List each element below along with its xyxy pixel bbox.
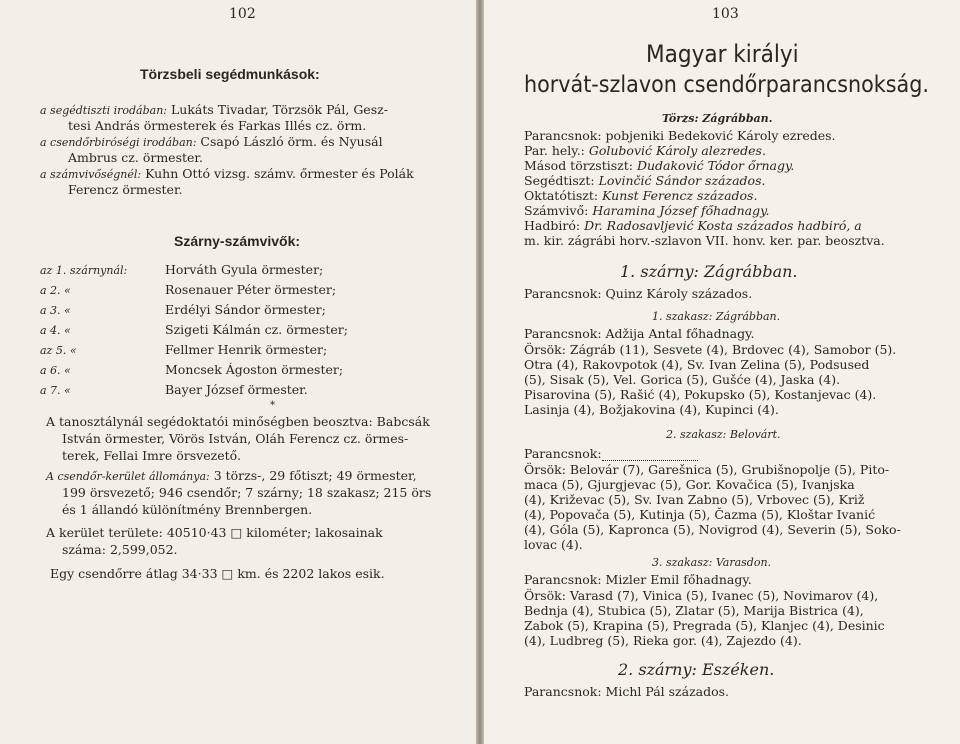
szarny-heading: 2. szárny: Eszéken. [618,660,775,679]
text-line: Parancsnok: [524,446,698,461]
staff-line: Segédtiszt: Lovinčić Sándor százados. [524,173,766,188]
list-item: a 6. « Moncsek Ágoston örmester; [40,362,344,377]
text-line: (4), Ludbreg (5), Rieka gor. (4), Zajezdo (4). [524,633,802,648]
text-line: Lasinja (4), Božjakovina (4), Kupinci (4). [524,402,779,417]
section-heading: Törzsbeli segédmunkások: [140,66,320,82]
text-line: Ambrus cz. örmester. [68,150,203,165]
blank-fill [602,447,698,461]
staff-line: Számvivő: Haramina József főhadnagy. [524,203,770,218]
text-line: tesi András örmesterek és Farkas Illés cz. örm. [68,118,367,133]
text-line: A csendőr-kerület állománya: 3 törzs-, 29 főtiszt; 49 örmester, [46,468,417,483]
text-line: Parancsnok: Quinz Károly százados. [524,286,753,301]
staff-line: Hadbiró: Dr. Radosavljević Kosta százados hadbiró, a [524,218,862,233]
page-title: Magyar királyi [646,40,799,68]
text-line: (4), Popovača (5), Kutinja (5), Čazma (5), Kloštar Ivanić [524,507,876,522]
ornament: * [270,400,275,411]
page-number: 102 [229,6,256,22]
text-line: Ferencz örmester. [68,182,183,197]
text-line: Egy csendőrre átlag 34·33 □ km. és 2202 lakos esik. [50,566,385,581]
text-line: (4), Góla (5), Kapronca (5), Novigrod (4), Severin (5), Soko- [524,522,901,537]
text-line: Otra (4), Rakovpotok (4), Sv. Ivan Zelina (5), Podsused [524,357,870,372]
list-item: az 5. « Fellmer Henrik örmester; [40,342,328,357]
text-line: terek, Fellai Imre örsvezető. [62,448,242,463]
text-line: a számvivőségnél: Kuhn Ottó vizsg. számv. őrmester és Polák [40,166,414,181]
text-line: Örsök: Zágráb (11), Sesvete (4), Brdovec (4), Samobor (5). [524,342,897,357]
text-line: a segédtiszti irodában: Lukáts Tivadar, Törzsök Pál, Gesz- [40,102,388,117]
text-line: maca (5), Gjurgjevac (5), Gor. Kovačica (5), Ivanjska [524,477,855,492]
text-line: Parancsnok: Mizler Emil főhadnagy. [524,572,752,587]
staff-line: Par. hely.: Golubović Károly alezredes. [524,143,766,158]
szakasz-heading: 3. szakasz: Varasdon. [652,556,772,569]
torzs-label: Törzs: Zágrábban. [662,112,773,125]
left-page [0,0,476,744]
szakasz-heading: 1. szakasz: Zágrábban. [652,310,781,323]
text-line: Bednja (4), Stubica (5), Zlatar (5), Marija Bistrica (4), [524,603,864,618]
subheading: Szárny-számvivők: [174,233,301,249]
text-line: Örsök: Varasd (7), Vinica (5), Ivanec (5), Novimarov (4), [524,588,879,603]
text-line: száma: 2,599,052. [62,542,178,557]
book-gutter [476,0,484,744]
text-line: Zabok (5), Krapina (5), Pregrada (5), Klanjec (4), Desinic [524,618,885,633]
text-line: Parancsnok: Michl Pál százados. [524,684,730,699]
staff-line: Másod törzstiszt: Dudaković Tódor őrnagy. [524,158,795,173]
list-item: a 2. « Rosenauer Péter örmester; [40,282,337,297]
list-item: a 7. « Bayer József örmester. [40,382,308,397]
text-line: és 1 állandó különítmény Brennbergen. [62,502,313,517]
text-line: Parancsnok: Adžija Antal főhadnagy. [524,326,755,341]
text-line: (5), Sisak (5), Vel. Gorica (5), Gušće (4), Jaska (4). [524,372,841,387]
right-page [484,0,960,744]
staff-line: m. kir. zágrábi horv.-szlavon VII. honv. ker. par. beosztva. [524,233,885,248]
szarny-heading: 1. szárny: Zágrábban. [620,262,798,281]
list-item: a 4. « Szigeti Kálmán cz. örmester; [40,322,348,337]
list-item: az 1. szárnynál: Horváth Gyula örmester; [40,262,324,277]
text-line: Pisarovina (5), Rašić (4), Pokupsko (5), Kostanjevac (4). [524,387,877,402]
text-line: A kerület területe: 40510·43 □ kilométer; lakosainak [46,525,383,540]
text-line: Örsök: Belovár (7), Garešnica (5), Grubišnopolje (5), Pito- [524,462,890,477]
page-number: 103 [712,6,739,22]
text-line: A tanosztálynál segédoktatói minőségben beosztva: Babcsák [46,414,430,429]
list-item: a 3. « Erdélyi Sándor örmester; [40,302,326,317]
text-line: 199 örsvezető; 946 csendőr; 7 szárny; 18 szakasz; 215 örs [62,485,432,500]
text-line: a csendőrbiróségi irodában: Csapó László örm. és Nyusál [40,134,383,149]
text-line: lovac (4). [524,537,583,552]
staff-line: Oktatótiszt: Kunst Ferencz százados. [524,188,758,203]
szakasz-heading: 2. szakasz: Belovárt. [666,428,781,441]
staff-line: Parancsnok: pobjeniki Bedeković Károly ezredes. [524,128,836,143]
text-line: (4), Križevac (5), Sv. Ivan Zabno (5), Vrbovec (5), Križ [524,492,865,507]
page-title-line-2: horvát-szlavon csendőrparancsnokság. [524,72,929,98]
text-line: István örmester, Vörös István, Oláh Ferencz cz. örmes- [62,431,409,446]
